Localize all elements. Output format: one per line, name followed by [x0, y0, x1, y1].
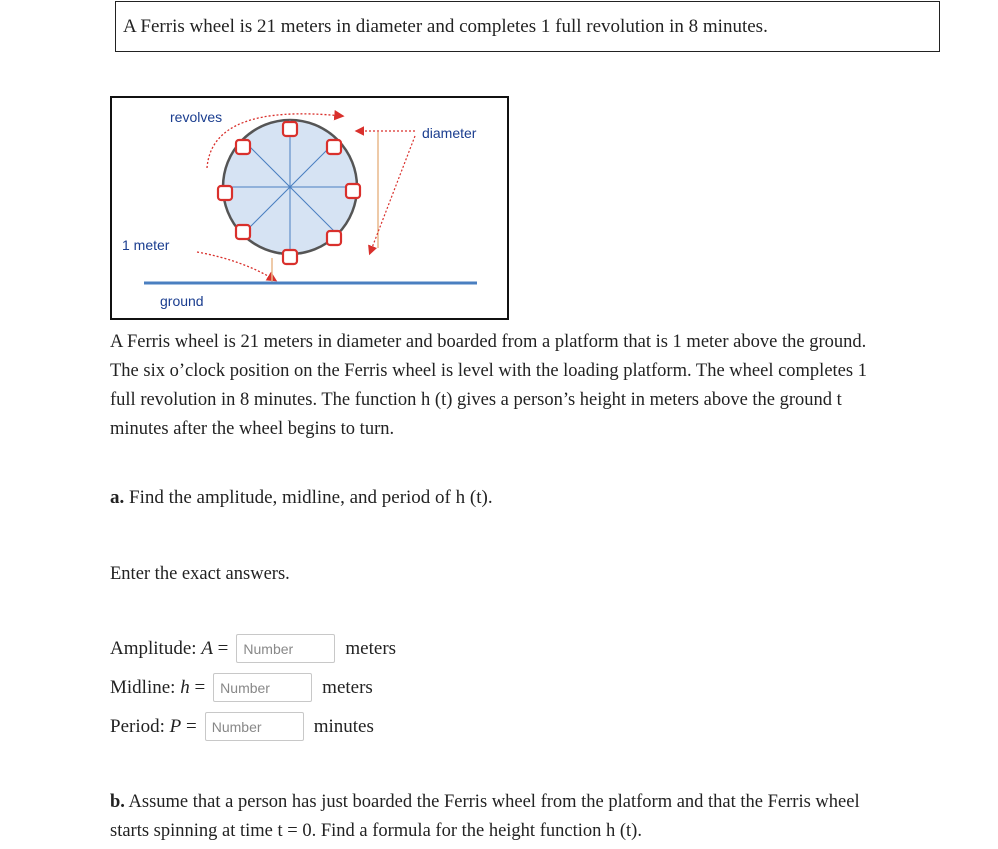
- amplitude-unit: meters: [345, 637, 397, 659]
- part-a-question: [110, 487, 493, 509]
- intro-line-2: The six o’clock position on the Ferris wheel is level with the loading platform. The wheel completes 1: [110, 361, 867, 381]
- midline-row: [110, 673, 373, 702]
- revolves-label: revolves: [170, 109, 223, 125]
- problem-summary: A Ferris wheel is 21 meters in diameter and completes 1 full revolution in 8 minutes.: [115, 1, 940, 52]
- amplitude-row: [110, 634, 396, 663]
- ground-label: ground: [160, 293, 204, 309]
- period-unit: minutes: [313, 715, 374, 737]
- part-a-text: Find the amplitude, midline, and period of h (t).: [129, 487, 493, 508]
- amplitude-label: Amplitude:: [110, 637, 197, 659]
- midline-eq: =: [194, 676, 206, 698]
- part-a-label: a.: [110, 487, 125, 508]
- midline-var: h: [180, 676, 190, 698]
- amplitude-input[interactable]: [236, 634, 335, 663]
- amplitude-eq: =: [217, 637, 229, 659]
- instruction-text: Enter the exact answers.: [110, 564, 290, 584]
- period-eq: =: [186, 715, 197, 737]
- ferris-wheel-figure: [112, 98, 507, 318]
- period-label: Period:: [110, 715, 165, 737]
- part-b-line-1: [110, 788, 950, 817]
- part-b-question: [110, 788, 950, 846]
- one-meter-arrow: [197, 252, 275, 280]
- amplitude-var: A: [201, 637, 213, 659]
- period-var: P: [169, 715, 182, 737]
- part-b-label: b.: [110, 792, 125, 812]
- problem-intro: [110, 328, 940, 444]
- part-b-text-1: Assume that a person has just boarded the Ferris wheel from the platform and that the Ferris wheel: [128, 792, 860, 812]
- part-b-line-2: starts spinning at time t = 0. Find a formula for the height function h (t).: [110, 821, 642, 841]
- ferris-wheel-diagram: [110, 96, 509, 320]
- diameter-arrow: [370, 136, 415, 253]
- one-meter-label: 1 meter: [122, 237, 170, 253]
- midline-label: Midline:: [110, 676, 176, 698]
- intro-line-1: A Ferris wheel is 21 meters in diameter and boarded from a platform that is 1 meter above the ground.: [110, 332, 867, 352]
- period-row: [110, 712, 374, 741]
- intro-line-3: full revolution in 8 minutes. The function h (t) gives a person’s height in meters above the ground t: [110, 390, 842, 410]
- midline-input[interactable]: [213, 673, 312, 702]
- diameter-label: diameter: [422, 125, 477, 141]
- midline-unit: meters: [322, 676, 373, 698]
- period-input[interactable]: [205, 712, 304, 741]
- intro-line-4: minutes after the wheel begins to turn.: [110, 419, 395, 439]
